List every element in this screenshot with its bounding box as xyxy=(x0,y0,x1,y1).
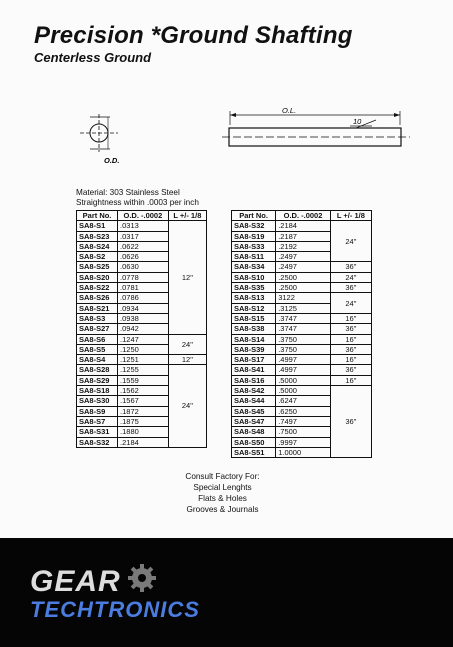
part-number-cell: SA8-S4 xyxy=(77,355,118,365)
od-cell: .3747 xyxy=(276,313,331,323)
part-number-cell: SA8-S27 xyxy=(77,324,118,334)
part-number-cell: SA8-S1 xyxy=(77,221,118,231)
od-cell: .1567 xyxy=(118,396,169,406)
od-cell: .0942 xyxy=(118,324,169,334)
shafting-table-left xyxy=(76,210,207,448)
length-cell: 24" xyxy=(330,272,371,282)
od-cell: .1872 xyxy=(118,406,169,416)
od-cell: .1250 xyxy=(118,344,169,354)
ol-label: O.L. xyxy=(282,106,297,115)
length-cell: 36" xyxy=(330,365,371,375)
od-cell: .5000 xyxy=(276,386,331,396)
table-row xyxy=(232,355,372,365)
length-cell: 16" xyxy=(330,334,371,344)
od-cell: .0622 xyxy=(118,241,169,251)
od-cell: .5000 xyxy=(276,375,331,385)
table-row xyxy=(232,324,372,334)
table-row xyxy=(232,313,372,323)
od-cell: .0630 xyxy=(118,262,169,272)
od-cell: .0781 xyxy=(118,283,169,293)
table-row xyxy=(232,334,372,344)
end-view-drawing xyxy=(80,114,119,165)
length-cell: 36" xyxy=(330,386,371,458)
length-cell: 12" xyxy=(168,221,206,334)
part-number-cell: SA8-S19 xyxy=(232,231,276,241)
length-cell: 24" xyxy=(330,293,371,314)
length-cell: 24" xyxy=(168,365,206,447)
od-cell: .2192 xyxy=(276,241,331,251)
consult-factory-note xyxy=(160,471,285,515)
length-cell: 16" xyxy=(330,375,371,385)
length-cell: 16" xyxy=(330,313,371,323)
part-number-cell: SA8-S14 xyxy=(232,334,276,344)
straightness-line: Straightness within .0003 per inch xyxy=(76,198,199,207)
part-number-cell: SA8-S32 xyxy=(77,437,118,447)
table-row xyxy=(77,221,207,231)
table-row xyxy=(77,334,207,344)
od-cell: .6247 xyxy=(276,396,331,406)
part-number-cell: SA8-S50 xyxy=(232,437,276,447)
part-number-cell: SA8-S31 xyxy=(77,427,118,437)
part-number-cell: SA8-S20 xyxy=(77,272,118,282)
shafting-table-right xyxy=(231,210,372,458)
part-number-cell: SA8-S30 xyxy=(77,396,118,406)
part-number-cell: SA8-S39 xyxy=(232,344,276,354)
part-number-cell: SA8-S12 xyxy=(232,303,276,313)
part-number-cell: SA8-S22 xyxy=(77,283,118,293)
logo-word-techtronics: TECHTRONICS xyxy=(30,597,200,622)
consult-item: Grooves & Journals xyxy=(186,505,259,514)
part-number-cell: SA8-S41 xyxy=(232,365,276,375)
od-cell: .3750 xyxy=(276,334,331,344)
part-number-cell: SA8-S23 xyxy=(77,231,118,241)
part-number-cell: SA8-S2 xyxy=(77,252,118,262)
page-subtitle: Centerless Ground xyxy=(34,50,152,65)
od-cell: .1562 xyxy=(118,386,169,396)
od-cell: .2187 xyxy=(276,231,331,241)
od-cell: .1247 xyxy=(118,334,169,344)
od-cell: .4997 xyxy=(276,365,331,375)
table-row xyxy=(77,365,207,375)
part-number-cell: SA8-S11 xyxy=(232,252,276,262)
od-cell: .6250 xyxy=(276,406,331,416)
part-number-cell: SA8-S17 xyxy=(232,355,276,365)
length-cell: 12" xyxy=(168,355,206,365)
part-number-cell: SA8-S45 xyxy=(232,406,276,416)
od-cell: .2184 xyxy=(276,221,331,231)
table-row xyxy=(232,344,372,354)
od-cell: .2500 xyxy=(276,272,331,282)
table-row xyxy=(232,262,372,272)
part-number-cell: SA8-S18 xyxy=(77,386,118,396)
od-cell: .0938 xyxy=(118,313,169,323)
col-od: O.D. -.0002 xyxy=(276,211,331,221)
length-cell: 16" xyxy=(330,355,371,365)
od-cell: .3750 xyxy=(276,344,331,354)
od-cell: .0934 xyxy=(118,303,169,313)
part-number-cell: SA8-S32 xyxy=(232,221,276,231)
table-row xyxy=(232,293,372,303)
part-number-cell: SA8-S28 xyxy=(77,365,118,375)
part-number-cell: SA8-S21 xyxy=(77,303,118,313)
part-number-cell: SA8-S3 xyxy=(77,313,118,323)
length-cell: 36" xyxy=(330,283,371,293)
chamfer-label: 10 xyxy=(353,117,362,126)
od-cell: .0778 xyxy=(118,272,169,282)
od-label: O.D. xyxy=(104,156,120,165)
part-number-cell: SA8-S15 xyxy=(232,313,276,323)
table-row xyxy=(232,221,372,231)
od-cell: .4997 xyxy=(276,355,331,365)
col-part-no: Part No. xyxy=(232,211,276,221)
part-number-cell: SA8-S25 xyxy=(77,262,118,272)
consult-heading: Consult Factory For: xyxy=(185,472,260,481)
od-cell: .1251 xyxy=(118,355,169,365)
part-number-cell: SA8-S35 xyxy=(232,283,276,293)
part-number-cell: SA8-S26 xyxy=(77,293,118,303)
material-line: Material: 303 Stainless Steel xyxy=(76,188,180,197)
col-od: O.D. -.0002 xyxy=(118,211,169,221)
length-cell: 24" xyxy=(168,334,206,355)
length-cell: 36" xyxy=(330,344,371,354)
od-cell: .1255 xyxy=(118,365,169,375)
od-cell: .7497 xyxy=(276,416,331,426)
shaft-diagram xyxy=(0,95,453,175)
part-number-cell: SA8-S13 xyxy=(232,293,276,303)
length-cell: 36" xyxy=(330,262,371,272)
col-length: L +/- 1/8 xyxy=(330,211,371,221)
consult-item: Special Lenghts xyxy=(193,483,252,492)
od-cell: .3747 xyxy=(276,324,331,334)
part-number-cell: SA8-S34 xyxy=(232,262,276,272)
part-number-cell: SA8-S24 xyxy=(77,241,118,251)
length-cell: 24" xyxy=(330,221,371,262)
table-row xyxy=(232,283,372,293)
side-view-drawing xyxy=(222,106,410,146)
od-cell: .0317 xyxy=(118,231,169,241)
part-number-cell: SA8-S47 xyxy=(232,416,276,426)
table-row xyxy=(232,386,372,396)
part-number-cell: SA8-S42 xyxy=(232,386,276,396)
part-number-cell: SA8-S7 xyxy=(77,416,118,426)
col-length: L +/- 1/8 xyxy=(168,211,206,221)
od-cell: .0786 xyxy=(118,293,169,303)
gear-icon xyxy=(127,563,157,593)
od-cell: .1880 xyxy=(118,427,169,437)
part-number-cell: SA8-S51 xyxy=(232,447,276,457)
part-number-cell: SA8-S6 xyxy=(77,334,118,344)
part-number-cell: SA8-S5 xyxy=(77,344,118,354)
table-row xyxy=(232,365,372,375)
consult-item: Flats & Holes xyxy=(198,494,247,503)
table-row xyxy=(232,375,372,385)
od-cell: .1559 xyxy=(118,375,169,385)
od-cell: .2500 xyxy=(276,283,331,293)
page-title: Precision *Ground Shafting xyxy=(34,22,353,49)
od-cell: .0313 xyxy=(118,221,169,231)
part-number-cell: SA8-S29 xyxy=(77,375,118,385)
od-cell: 3122 xyxy=(276,293,331,303)
logo-word-gear: GEAR xyxy=(30,565,121,598)
col-part-no: Part No. xyxy=(77,211,118,221)
od-cell: .0626 xyxy=(118,252,169,262)
od-cell: .2497 xyxy=(276,262,331,272)
od-cell: .2184 xyxy=(118,437,169,447)
od-cell: .9997 xyxy=(276,437,331,447)
part-number-cell: SA8-S9 xyxy=(77,406,118,416)
od-cell: 1.0000 xyxy=(276,447,331,457)
part-number-cell: SA8-S10 xyxy=(232,272,276,282)
od-cell: .2497 xyxy=(276,252,331,262)
od-cell: .7500 xyxy=(276,427,331,437)
part-number-cell: SA8-S16 xyxy=(232,375,276,385)
od-cell: .1875 xyxy=(118,416,169,426)
od-cell: .3125 xyxy=(276,303,331,313)
part-number-cell: SA8-S44 xyxy=(232,396,276,406)
part-number-cell: SA8-S38 xyxy=(232,324,276,334)
length-cell: 36" xyxy=(330,324,371,334)
material-notes xyxy=(76,188,199,208)
part-number-cell: SA8-S48 xyxy=(232,427,276,437)
table-row xyxy=(232,272,372,282)
table-row xyxy=(77,355,207,365)
part-number-cell: SA8-S33 xyxy=(232,241,276,251)
